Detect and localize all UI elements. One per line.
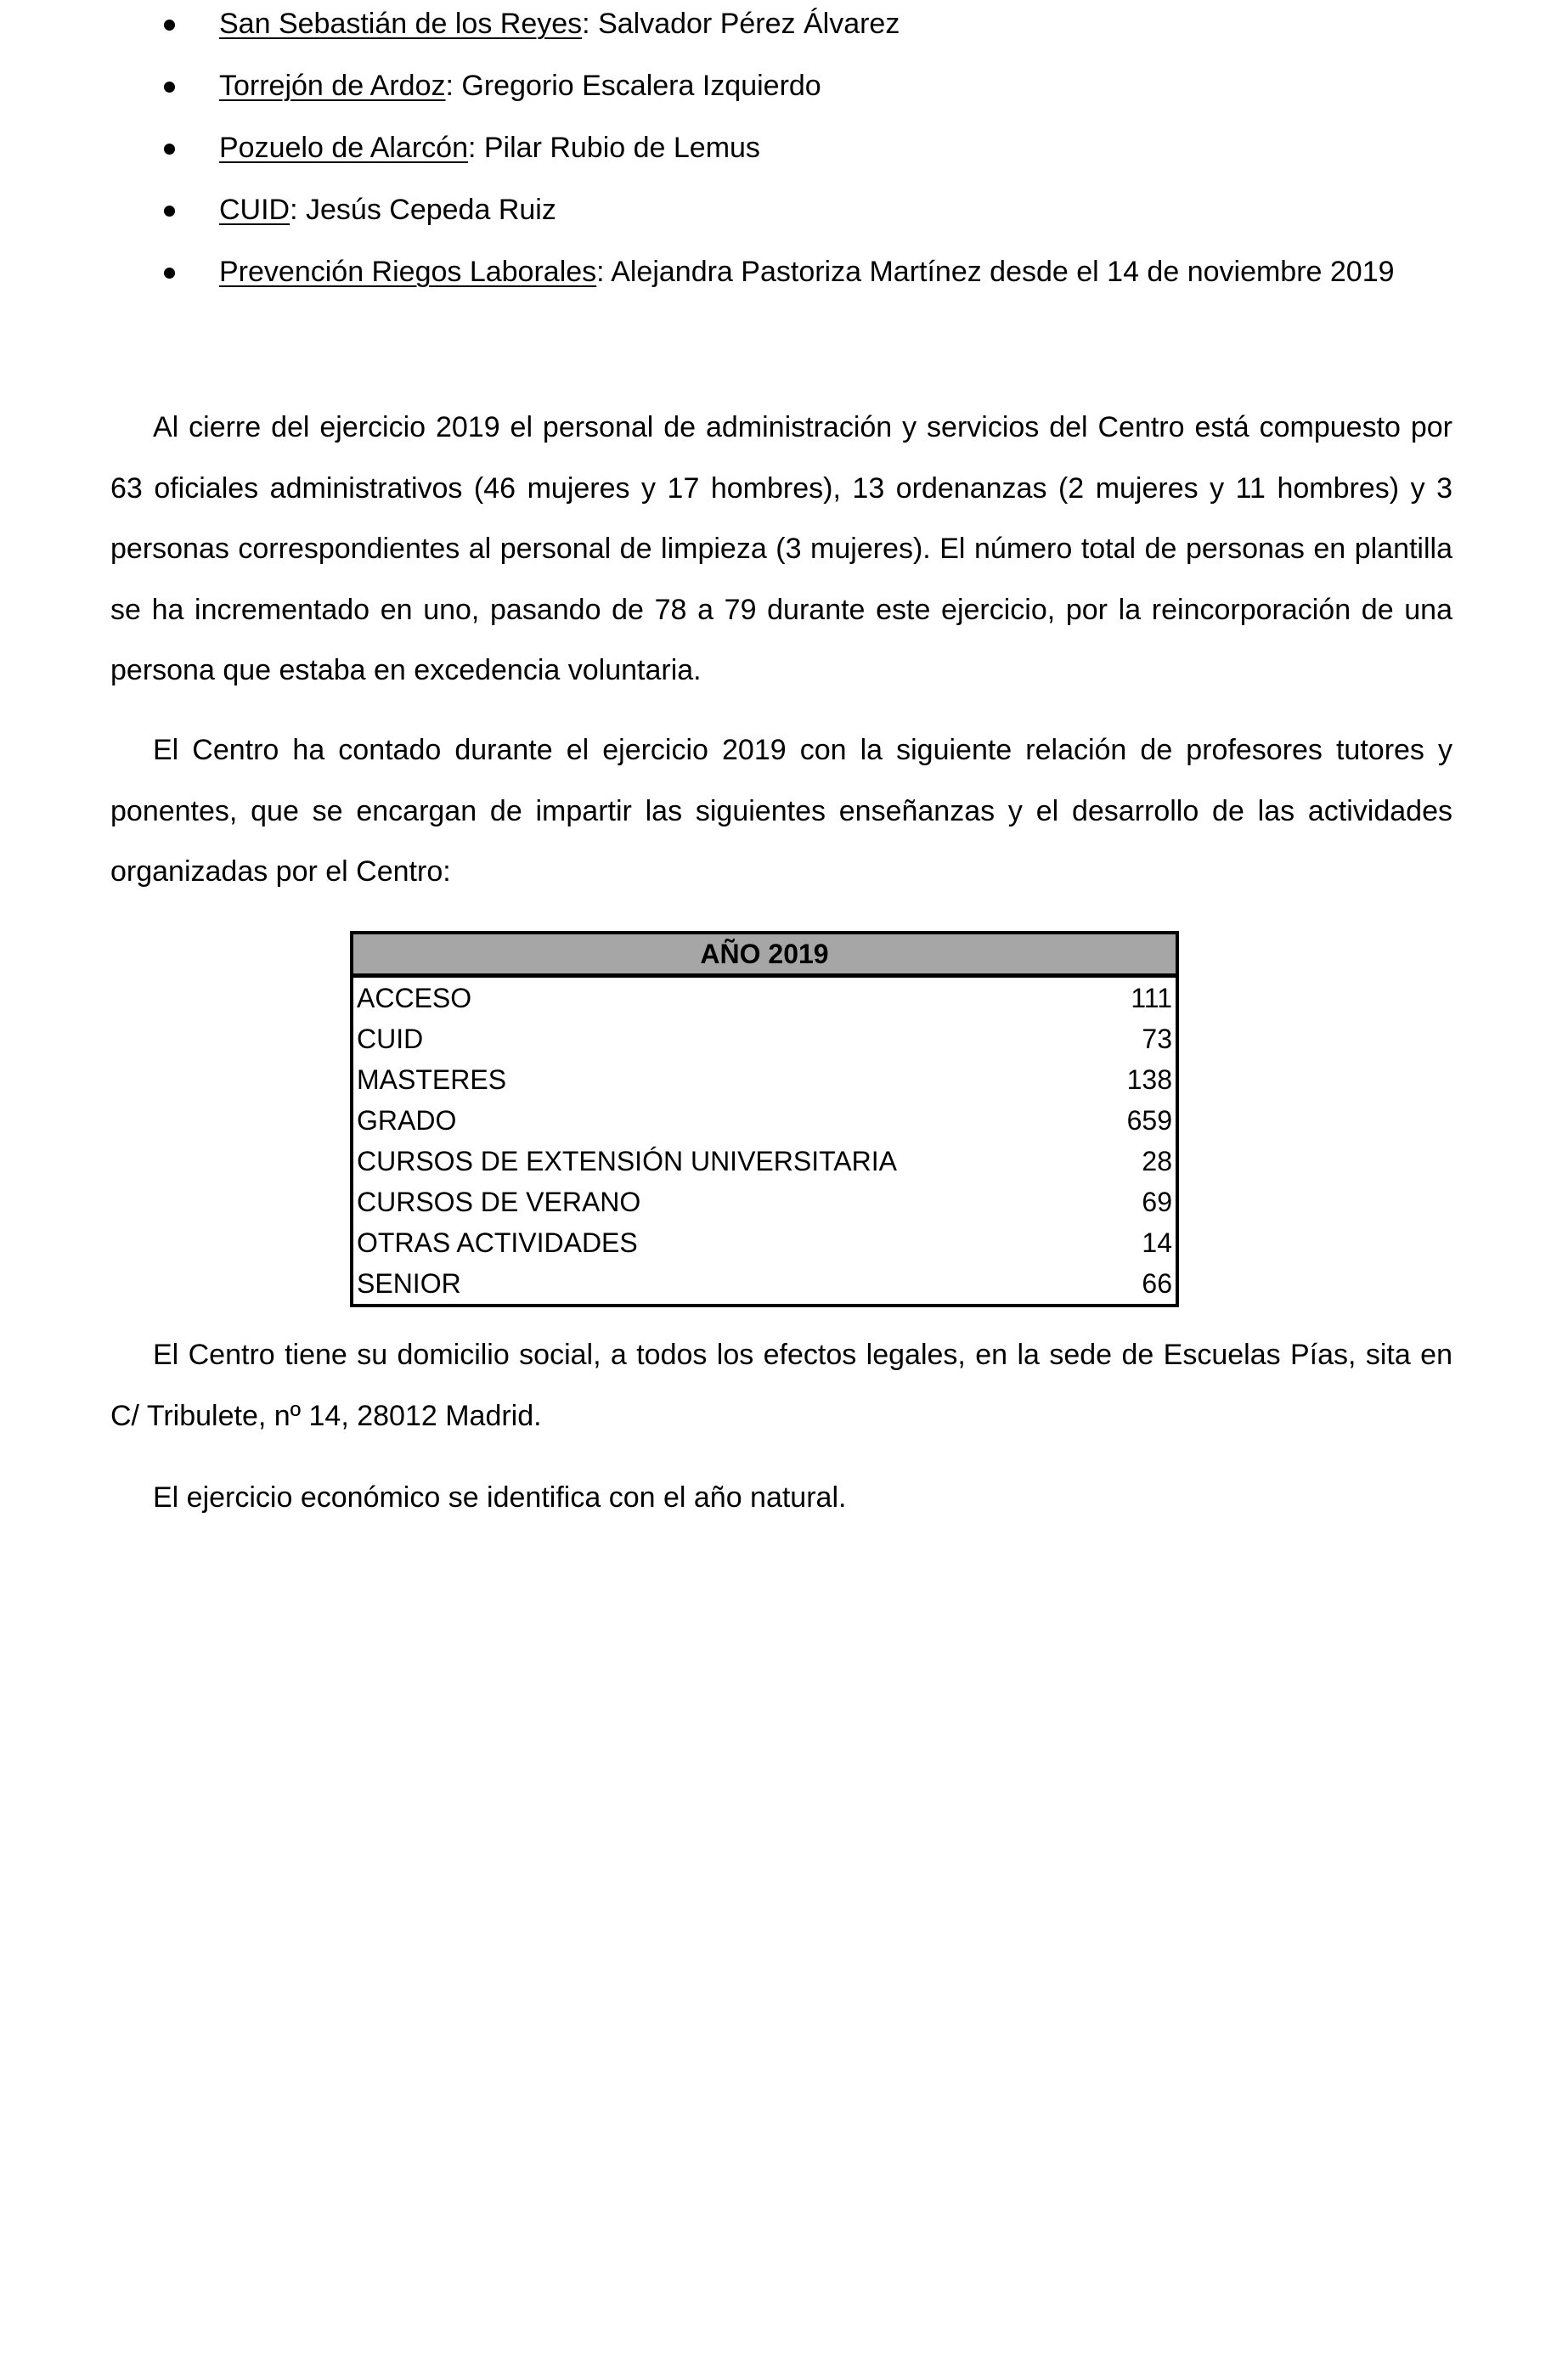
row-value: 69 xyxy=(1142,1187,1172,1217)
tutors-table xyxy=(350,931,1179,1307)
list-item-place: Pozuelo de Alarcón xyxy=(219,132,468,164)
row-value: 111 xyxy=(1131,983,1172,1013)
table-row xyxy=(352,1018,1177,1059)
list-item xyxy=(110,3,1452,65)
bullet-icon xyxy=(164,82,175,93)
table-row xyxy=(352,1100,1177,1141)
bullet-icon xyxy=(164,20,175,31)
row-value: 28 xyxy=(1142,1146,1172,1176)
bullet-icon xyxy=(164,206,175,217)
fiscal-year-paragraph: El ejercicio económico se identifica con el año natural. xyxy=(153,1481,847,1514)
list-item-person: : Salvador Pérez Álvarez xyxy=(582,8,900,40)
table-row xyxy=(352,1182,1177,1222)
row-value: 73 xyxy=(1142,1024,1172,1054)
row-label: ACCESO xyxy=(357,983,472,1013)
table-header: AÑO 2019 xyxy=(352,933,1177,976)
list-item xyxy=(110,127,1452,189)
row-value: 14 xyxy=(1142,1227,1172,1258)
row-label: SENIOR xyxy=(357,1268,461,1299)
row-value: 66 xyxy=(1142,1268,1172,1299)
row-value: 138 xyxy=(1126,1064,1172,1095)
table-row xyxy=(352,1263,1177,1306)
row-label: MASTERES xyxy=(357,1064,507,1095)
row-label: CURSOS DE EXTENSIÓN UNIVERSITARIA xyxy=(357,1146,897,1176)
tutors-intro-paragraph: El Centro ha contado durante el ejercicio 2019 con la siguiente relación de profesores tutores y ponentes, que se encargan de impartir las siguientes enseñanzas y el desarrollo de las actividades organizadas por el Centro: xyxy=(110,734,1452,888)
row-value: 659 xyxy=(1126,1105,1172,1136)
bullet-icon xyxy=(164,144,175,155)
table-row xyxy=(352,976,1177,1019)
row-label: GRADO xyxy=(357,1105,457,1136)
list-item-place: CUID xyxy=(219,194,290,226)
table-header-row xyxy=(352,933,1177,976)
list-item-person: : Jesús Cepeda Ruiz xyxy=(290,194,556,226)
row-label: CURSOS DE VERANO xyxy=(357,1187,641,1217)
table-row xyxy=(352,1141,1177,1182)
list-item xyxy=(110,65,1452,127)
list-item-person: : Alejandra Pastoriza Martínez desde el 14 de noviembre 2019 xyxy=(596,256,1395,288)
list-item-person: : Pilar Rubio de Lemus xyxy=(467,132,760,164)
list-item xyxy=(110,189,1452,251)
list-item-place: Prevención Riegos Laborales xyxy=(219,256,597,288)
row-label: CUID xyxy=(357,1024,424,1054)
coordinators-list xyxy=(110,3,1452,313)
table-row xyxy=(352,1059,1177,1100)
address-paragraph: El Centro tiene su domicilio social, a todos los efectos legales, en la sede de Escuelas Pías, sita en C/ Tribulete, nº 14, 28012 Madrid. xyxy=(110,1339,1452,1432)
list-item xyxy=(110,251,1452,313)
table-row xyxy=(352,1222,1177,1263)
list-item-place: Torrejón de Ardoz xyxy=(219,70,446,102)
staff-summary-paragraph: Al cierre del ejercicio 2019 el personal de administración y servicios del Centro está compuesto por 63 oficiales administrativos (46 mujeres y 17 hombres), 13 ordenanzas (2 mujeres y 11 hombres) y 3 personas correspondientes al personal de limpieza (3 mujeres). El número total de personas en plantilla se ha incrementado en uno, pasando de 78 a 79 durante este ejercicio, por la reincorporación de una persona que estaba en excedencia voluntaria. xyxy=(110,411,1452,686)
row-label: OTRAS ACTIVIDADES xyxy=(357,1227,638,1258)
list-item-place: San Sebastián de los Reyes xyxy=(219,8,583,40)
bullet-icon xyxy=(164,268,175,279)
list-item-person: : Gregorio Escalera Izquierdo xyxy=(445,70,821,102)
